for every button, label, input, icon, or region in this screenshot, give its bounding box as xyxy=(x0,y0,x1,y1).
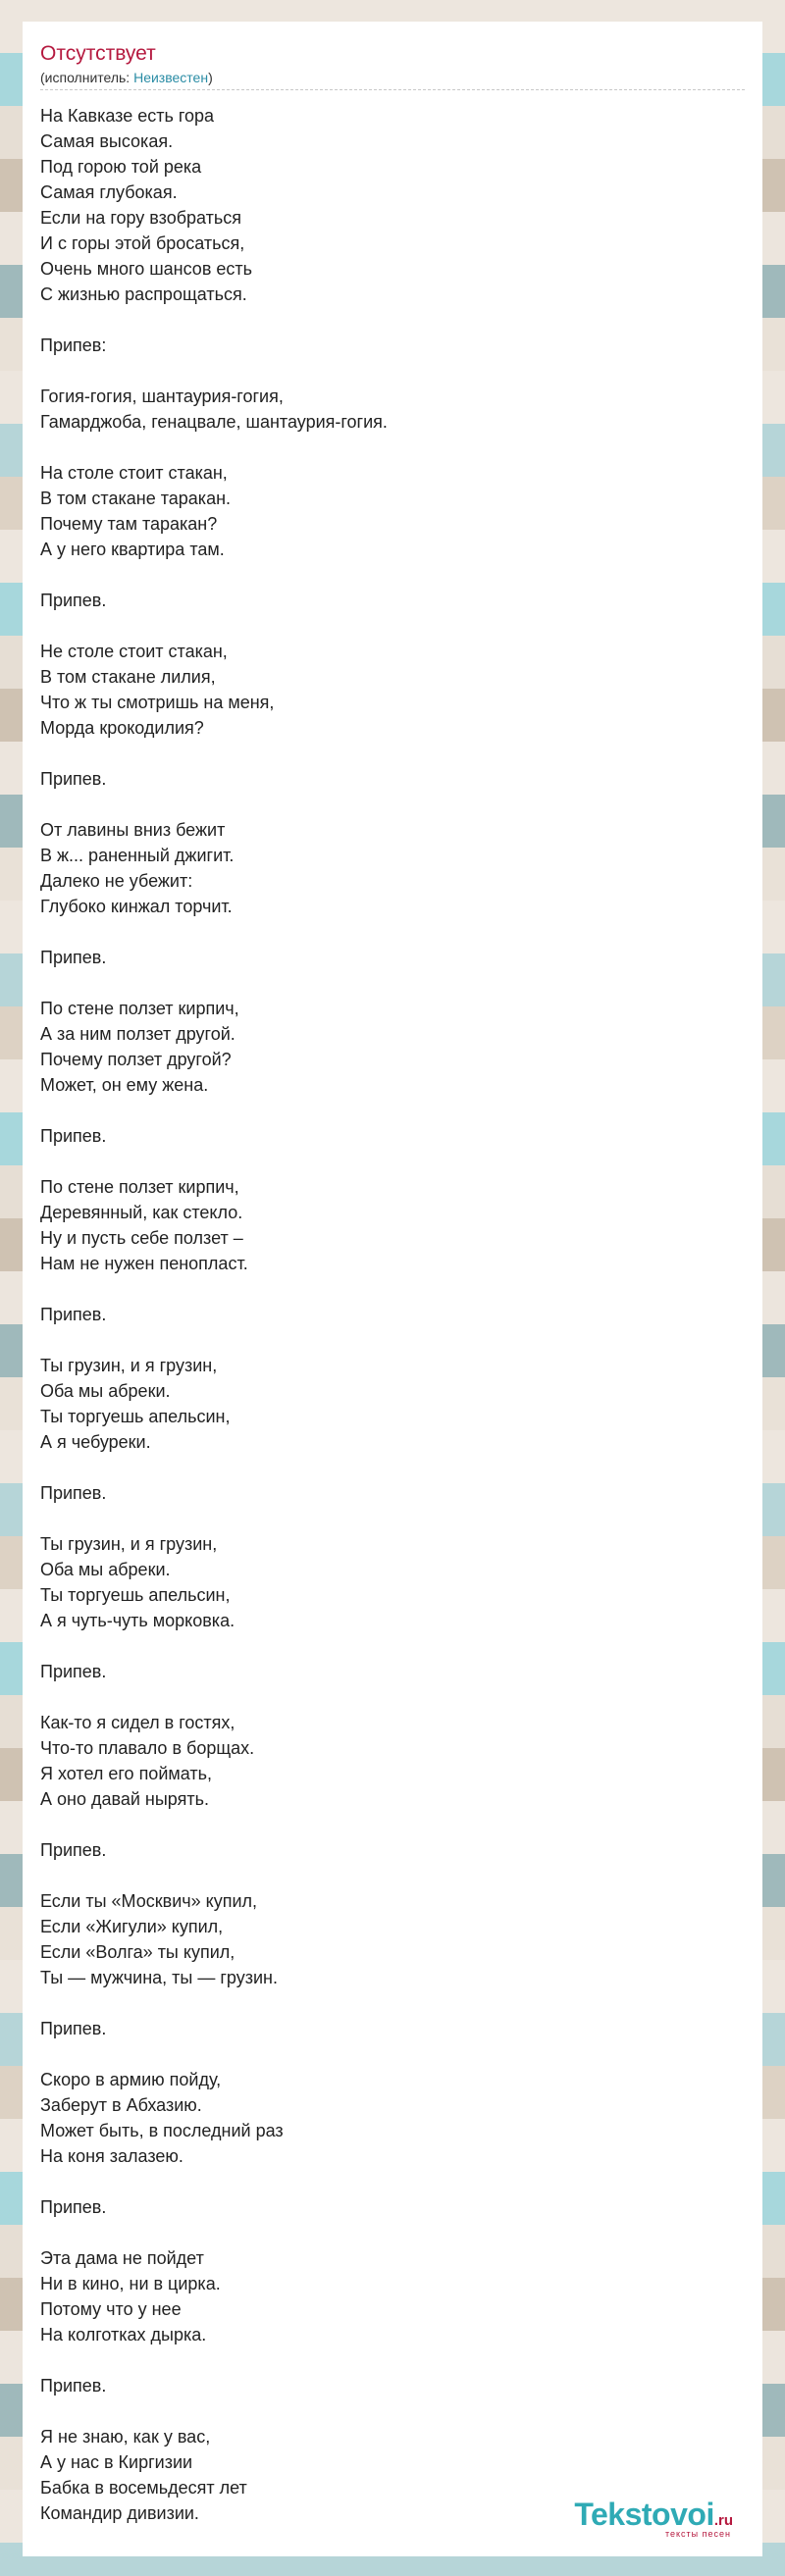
lyric-line: Припев. xyxy=(40,1483,107,1503)
lyric-line: Заберут в Абхазию. xyxy=(40,2095,202,2115)
song-header xyxy=(40,41,745,98)
lyric-line: По стене ползет кирпич, xyxy=(40,999,239,1018)
lyric-line: Может, он ему жена. xyxy=(40,1075,209,1095)
blank-line xyxy=(40,2347,727,2373)
artist-suffix: ) xyxy=(208,70,213,85)
lyric-line: На колготках дырка. xyxy=(40,2325,207,2344)
lyric-line: Ни в кино, ни в цирка. xyxy=(40,2274,221,2293)
lyric-line: Гамарджоба, генацвале, шантаурия-гогия. xyxy=(40,412,388,432)
blank-line xyxy=(40,792,727,817)
lyric-line: Не столе стоит стакан, xyxy=(40,642,228,661)
header-divider xyxy=(40,89,745,90)
lyric-line: Ты грузин, и я грузин, xyxy=(40,1356,218,1375)
logo-tagline: тексты песен xyxy=(664,2529,731,2539)
lyric-line: В ж... раненный джигит. xyxy=(40,846,235,865)
lyric-line: Потому что у нее xyxy=(40,2299,182,2319)
blank-line xyxy=(40,358,727,384)
blank-line xyxy=(40,2169,727,2194)
lyric-line: С жизнью распрощаться. xyxy=(40,284,247,304)
lyric-line: Что-то плавало в борщах. xyxy=(40,1738,255,1758)
lyric-line: Припев. xyxy=(40,1305,107,1324)
lyric-line: Далеко не убежит: xyxy=(40,871,193,891)
lyric-line: Припев. xyxy=(40,2197,107,2217)
blank-line xyxy=(40,562,727,588)
artist-link[interactable]: Неизвестен xyxy=(133,70,209,85)
artist-line xyxy=(40,68,745,87)
lyrics-text xyxy=(40,103,727,2526)
site-logo[interactable] xyxy=(574,2498,733,2539)
lyric-line: На столе стоит стакан, xyxy=(40,463,228,483)
blank-line xyxy=(40,2220,727,2245)
lyric-line: Почему ползет другой? xyxy=(40,1050,232,1069)
lyric-line: Припев. xyxy=(40,1126,107,1146)
lyric-line: Эта дама не пойдет xyxy=(40,2248,204,2268)
lyric-line: А оно давай нырять. xyxy=(40,1789,209,1809)
lyric-line: Припев. xyxy=(40,948,107,967)
artist-prefix: (исполнитель: xyxy=(40,70,134,85)
lyric-line: Оба мы абреки. xyxy=(40,1560,171,1579)
lyric-line: Бабка в восемьдесят лет xyxy=(40,2478,247,2498)
lyric-line: И с горы этой бросаться, xyxy=(40,233,245,253)
lyric-line: На Кавказе есть гора xyxy=(40,106,215,126)
blank-line xyxy=(40,1455,727,1480)
logo-tld: .ru xyxy=(713,2512,733,2529)
blank-line xyxy=(40,1863,727,1888)
lyric-line: Если ты «Москвич» купил, xyxy=(40,1891,258,1911)
lyric-line: В том стакане лилия, xyxy=(40,667,216,687)
blank-line xyxy=(40,307,727,333)
lyric-line: Я хотел его поймать, xyxy=(40,1764,212,1783)
lyric-line: Ты торгуешь апельсин, xyxy=(40,1585,231,1605)
lyric-line: Ты торгуешь апельсин, xyxy=(40,1407,231,1426)
blank-line xyxy=(40,1506,727,1531)
lyric-line: А я чуть-чуть морковка. xyxy=(40,1611,236,1630)
lyric-line: А у нас в Киргизии xyxy=(40,2452,193,2472)
blank-line xyxy=(40,2041,727,2067)
lyric-line: По стене ползет кирпич, xyxy=(40,1177,239,1197)
lyric-line: Припев. xyxy=(40,1840,107,1860)
blank-line xyxy=(40,435,727,460)
lyric-line: Припев. xyxy=(40,2019,107,2038)
lyric-line: Ты грузин, и я грузин, xyxy=(40,1534,218,1554)
blank-line xyxy=(40,970,727,996)
lyric-line: Самая высокая. xyxy=(40,131,174,151)
lyric-line: А у него квартира там. xyxy=(40,540,225,559)
lyric-line: Припев. xyxy=(40,769,107,789)
blank-line xyxy=(40,1990,727,2016)
lyric-line: Самая глубокая. xyxy=(40,182,178,202)
lyric-line: Командир дивизии. xyxy=(40,2503,199,2523)
lyric-line: Глубоко кинжал торчит. xyxy=(40,897,233,916)
blank-line xyxy=(40,1327,727,1353)
lyric-line: Оба мы абреки. xyxy=(40,1381,171,1401)
content-card xyxy=(23,22,762,2556)
lyric-line: Что ж ты смотришь на меня, xyxy=(40,693,275,712)
lyric-line: Припев. xyxy=(40,591,107,610)
song-title: Отсутствует xyxy=(40,42,156,65)
lyric-line: Если на гору взобраться xyxy=(40,208,242,228)
blank-line xyxy=(40,2398,727,2424)
lyric-line: На коня залазею. xyxy=(40,2146,183,2166)
lyric-line: Скоро в армию пойду, xyxy=(40,2070,222,2089)
lyric-line: Гогия-гогия, шантаурия-гогия, xyxy=(40,386,284,406)
lyric-line: А я чебуреки. xyxy=(40,1432,151,1452)
lyric-line: Ты — мужчина, ты — грузин. xyxy=(40,1968,278,1987)
lyric-line: Если «Жигули» купил, xyxy=(40,1917,224,1936)
lyric-line: От лавины вниз бежит xyxy=(40,820,226,840)
blank-line xyxy=(40,1812,727,1837)
logo-text: Tekstovoi xyxy=(574,2497,714,2532)
lyric-line: Припев. xyxy=(40,1662,107,1681)
lyric-line: Нам не нужен пенопласт. xyxy=(40,1254,248,1273)
blank-line xyxy=(40,919,727,945)
lyric-line: В том стакане таракан. xyxy=(40,489,232,508)
blank-line xyxy=(40,1276,727,1302)
blank-line xyxy=(40,1633,727,1659)
blank-line xyxy=(40,741,727,766)
lyric-line: Припев. xyxy=(40,2376,107,2396)
lyric-line: Ну и пусть себе ползет – xyxy=(40,1228,243,1248)
blank-line xyxy=(40,1684,727,1710)
blank-line xyxy=(40,613,727,639)
blank-line xyxy=(40,1149,727,1174)
blank-line xyxy=(40,1098,727,1123)
lyric-line: Морда крокодилия? xyxy=(40,718,204,738)
lyric-line: Я не знаю, как у вас, xyxy=(40,2427,211,2447)
lyric-line: Под горою той река xyxy=(40,157,202,177)
lyric-line: А за ним ползет другой. xyxy=(40,1024,236,1044)
lyric-line: Как-то я сидел в гостях, xyxy=(40,1713,236,1732)
lyric-line: Деревянный, как стекло. xyxy=(40,1203,243,1222)
lyric-line: Почему там таракан? xyxy=(40,514,218,534)
lyric-line: Припев: xyxy=(40,335,107,355)
lyric-line: Может быть, в последний раз xyxy=(40,2121,284,2140)
lyric-line: Если «Волга» ты купил, xyxy=(40,1942,236,1962)
lyric-line: Очень много шансов есть xyxy=(40,259,253,279)
